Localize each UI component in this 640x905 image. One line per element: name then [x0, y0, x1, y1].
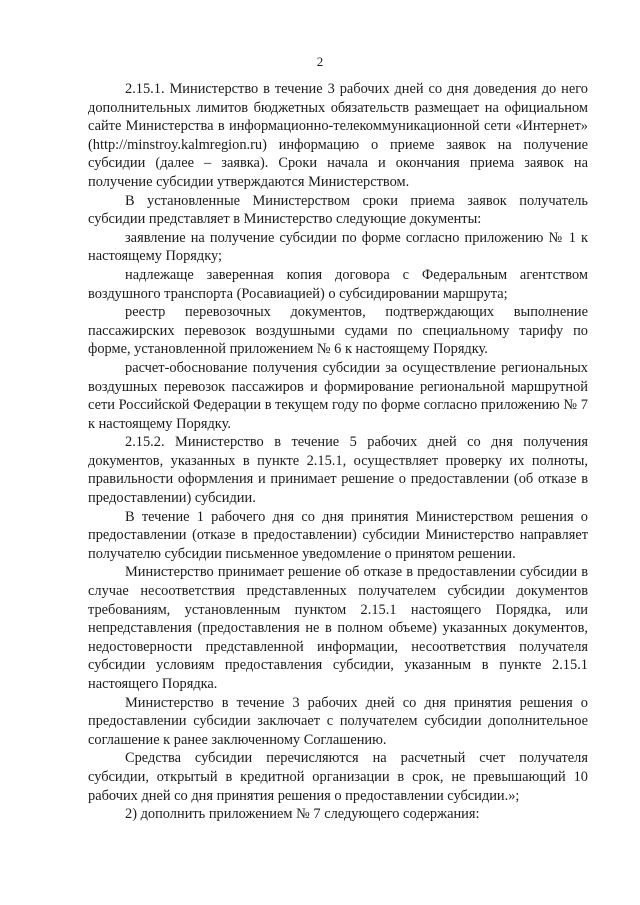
paragraph-additional-agreement: Министерство в течение 3 рабочих дней со дня принятия решения о предоставлении субсидии заключает с получателем субсидии дополнительное соглашение к ранее заключенному Соглашению.	[88, 694, 588, 748]
paragraph-calculation-item: расчет-обоснование получения субсидии за осуществление региональных воздушных перевозок пассажиров и формирование региональной маршрутной сети Российской Федерации в текущем году по форме согласно приложению № 7 к настоящему Порядку.	[88, 359, 588, 432]
document-body	[88, 80, 588, 824]
paragraph-contract-copy-item: надлежаще заверенная копия договора с Федеральным агентством воздушного транспорта (Росавиацией) о субсидировании маршрута;	[88, 266, 588, 302]
paragraph-documents-intro: В установленные Министерством сроки приема заявок получатель субсидии представляет в Министерство следующие документы:	[88, 192, 588, 228]
paragraph-appendix-7: 2) дополнить приложением № 7 следующего содержания:	[125, 806, 480, 823]
paragraph-registry-item: реестр перевозочных документов, подтверждающих выполнение пассажирских перевозок воздушными судами по специальному тарифу по форме, установленной приложением № 6 к настоящему Порядку.	[88, 304, 588, 358]
paragraph-transfer-of-funds: Средства субсидии перечисляются на расчетный счет получателя субсидии, открытый в кредитной организации в срок, не превышающий 10 рабочих дней со дня принятия решения о предоставлении субсидии.»;	[88, 750, 588, 804]
paragraph-refusal-grounds: Министерство принимает решение об отказе в предоставлении субсидии в случае несоответствия представленных получателем субсидии документов требованиям, установленным пунктом 2.15.1 настоящего Порядка, или непредставления (предоставления не в полном объеме) указанных документов, недостоверности представленной информации, несоответствия получателя субсидии условиям предоставления субсидии, указанным в пункте 2.15.1 настоящего Порядка.	[88, 564, 588, 692]
paragraph-2-15-2: 2.15.2. Министерство в течение 5 рабочих дней со дня получения документов, указанных в пункте 2.15.1, осуществляет проверку их полноты, правильности оформления и принимает решение о предоставлении (об отказе в предоставлении) субсидии.	[88, 434, 588, 507]
page-number: 2	[316, 54, 324, 69]
paragraph-application-item: заявление на получение субсидии по форме согласно приложению № 1 к настоящему Порядку;	[88, 229, 588, 265]
paragraph-notification: В течение 1 рабочего дня со дня принятия Министерством решения о предоставлении (отказе в предоставлении) субсидии Министерство направляет получателю субсидии письменное уведомление о принятом решении.	[88, 508, 588, 562]
paragraph-2-15-1: 2.15.1. Министерство в течение 3 рабочих дней со дня доведения до него дополнительных лимитов бюджетных обязательств размещает на официальном сайте Министерства в информационно-телекоммуникационной сети «Интернет» (http://minstroy.kalmregion.ru) информацию о приеме заявок на получение субсидии (далее – заявка). Сроки начала и окончания приема заявок на получение субсидии утверждаются Министерством.	[88, 81, 588, 190]
